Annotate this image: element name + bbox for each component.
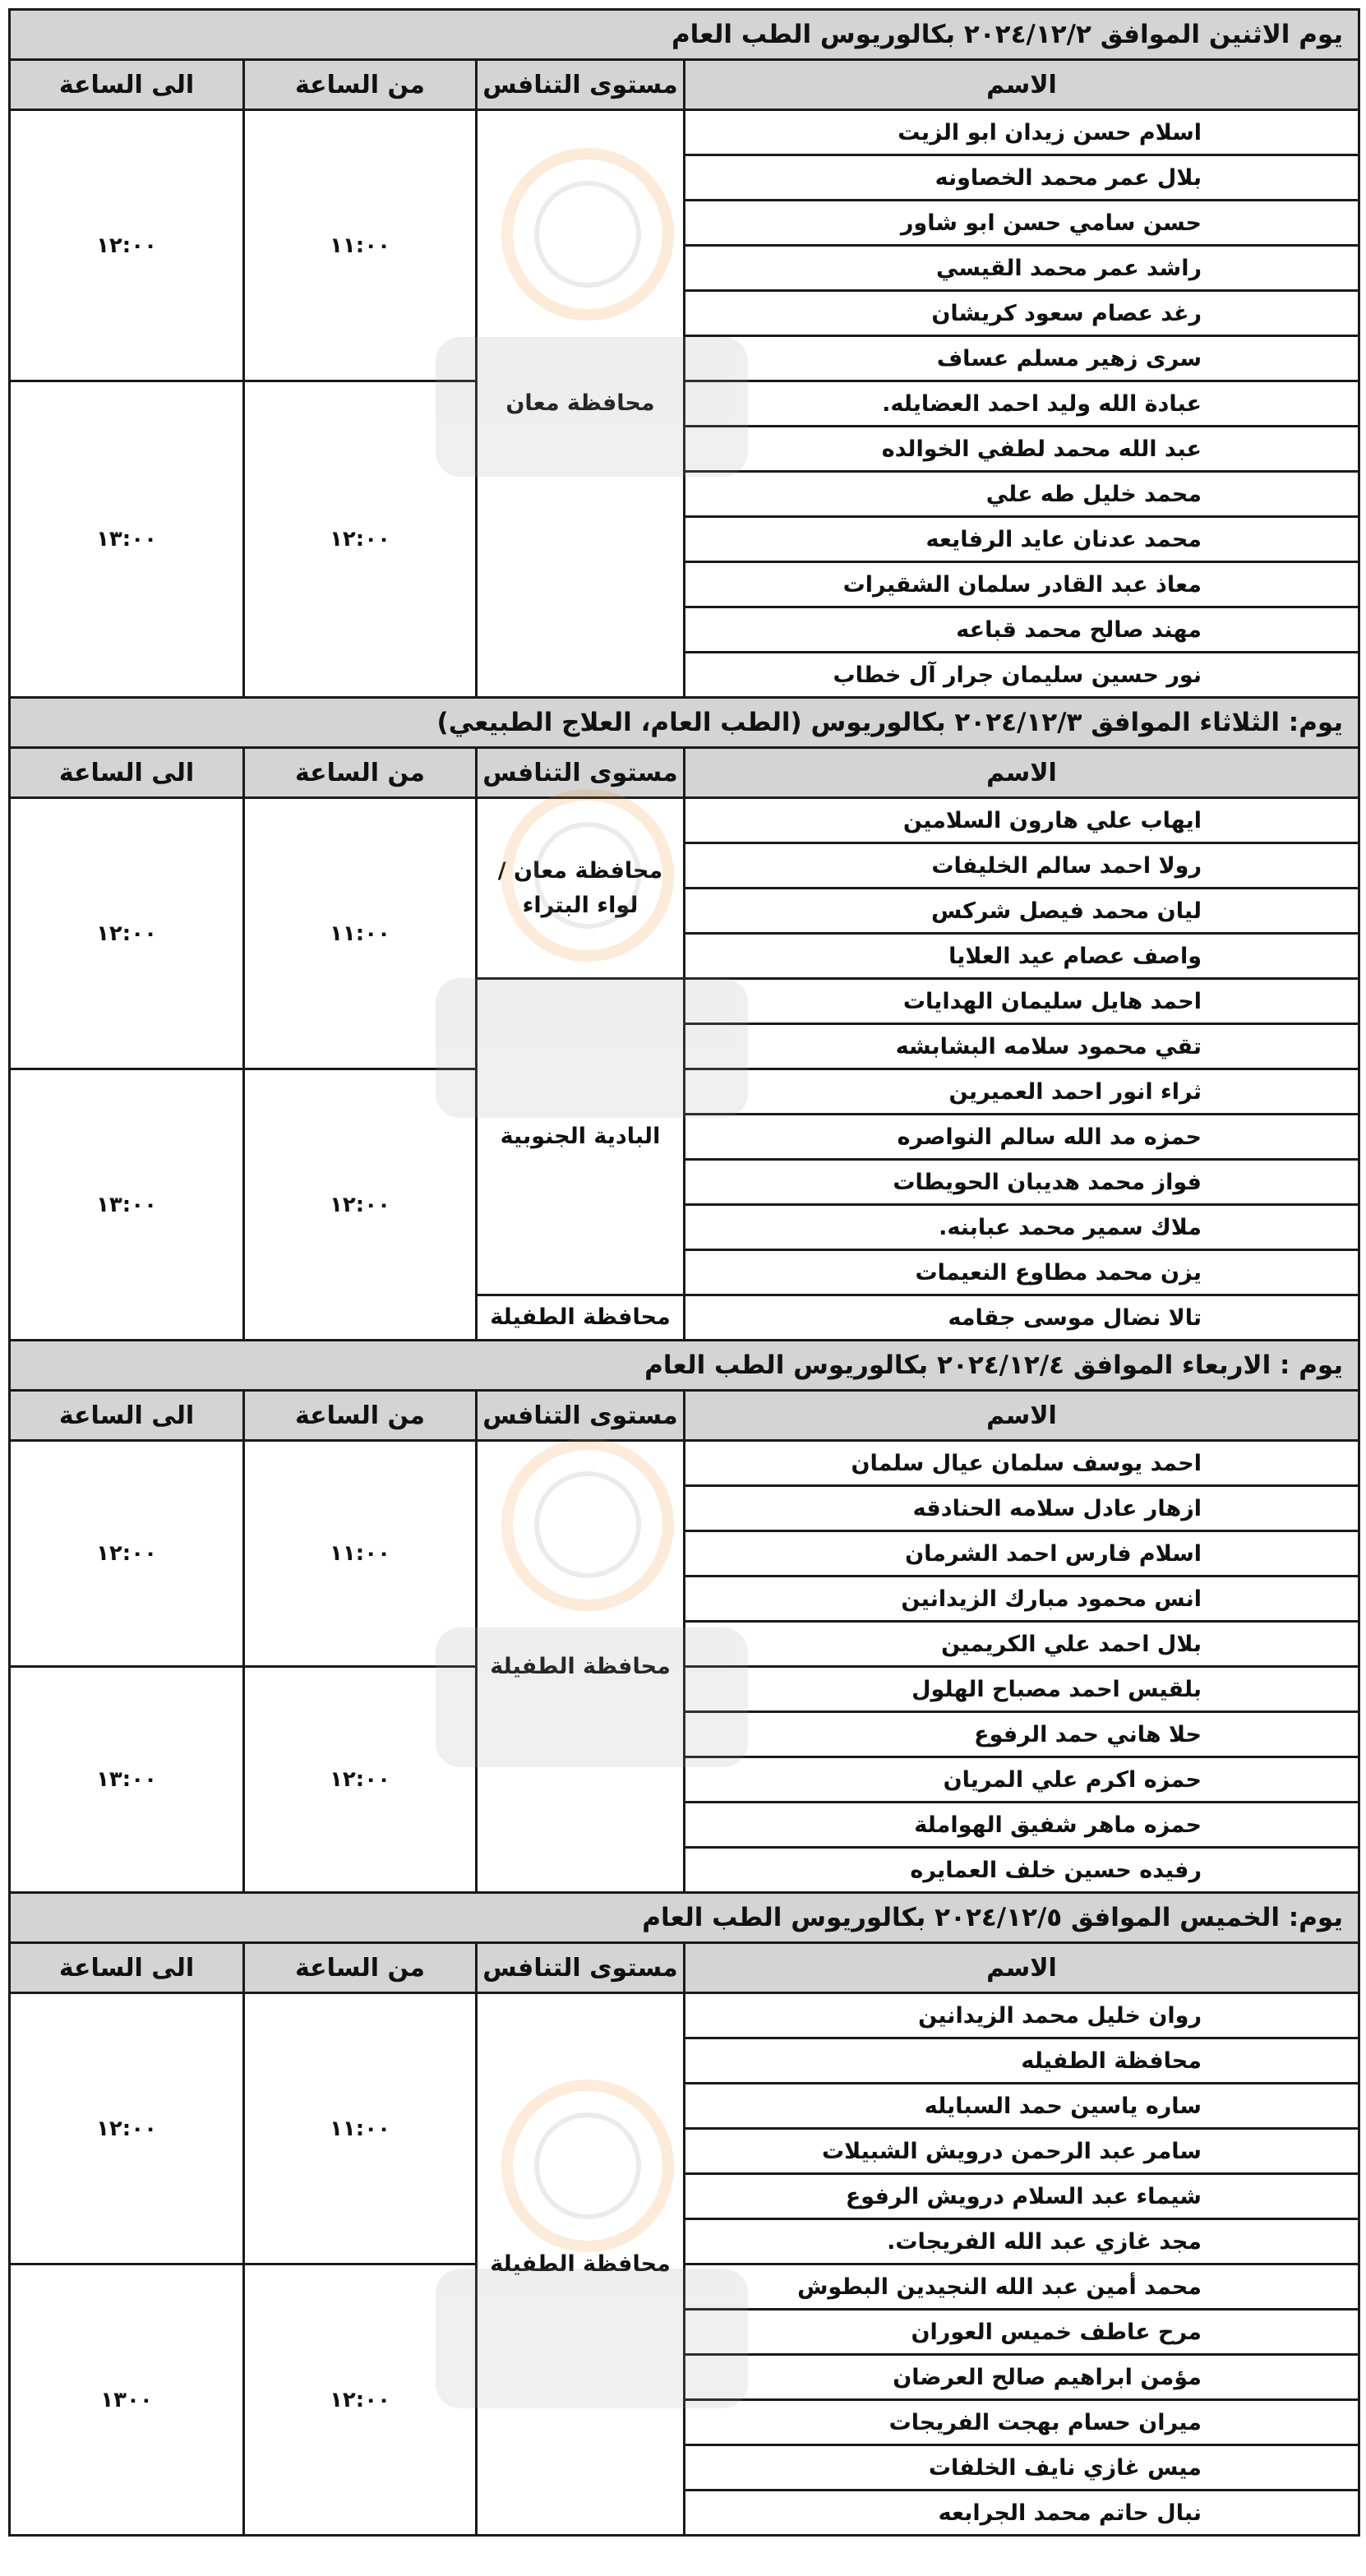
day-title: يوم الاثنين الموافق ٢٠٢٤/١٢/٢ بكالوريوس الطب العام (10, 10, 1359, 60)
student-name: ثراء انور احمد العميرين (685, 1069, 1359, 1115)
student-name: سامر عبد الرحمن درويش الشبيلات (685, 2129, 1359, 2174)
student-name: يزن محمد مطاوع النعيمات (685, 1250, 1359, 1295)
student-name: مجد غازي عبد الله الفريجات. (685, 2219, 1359, 2264)
student-name: بلال عمر محمد الخصاونه (685, 155, 1359, 201)
from-time: ١١:٠٠ (244, 1993, 477, 2264)
schedule-table (8, 8, 1360, 2537)
from-time: ١١:٠٠ (244, 1441, 477, 1667)
student-name: ليان محمد فيصل شركس (685, 889, 1359, 934)
student-name: تالا نضال موسى جقامه (685, 1295, 1359, 1341)
student-name: تقي محمود سلامه البشابشه (685, 1024, 1359, 1069)
col-from-header: من الساعة (244, 748, 477, 798)
to-time: ١٢:٠٠ (10, 1993, 244, 2264)
to-time: ١٢:٠٠ (10, 798, 244, 1069)
from-time: ١١:٠٠ (244, 110, 477, 381)
to-time: ١٢:٠٠ (10, 110, 244, 381)
student-name: بلقيس احمد مصباح الهلول (685, 1667, 1359, 1712)
student-name: رفيده حسين خلف العمايره (685, 1848, 1359, 1893)
student-name: ايهاب علي هارون السلامين (685, 798, 1359, 843)
student-name: بلال احمد علي الكريمين (685, 1622, 1359, 1667)
student-name: اسلام حسن زيدان ابو الزيت (685, 110, 1359, 155)
to-time: ١٣:٠٠ (10, 1069, 244, 1341)
student-name: مهند صالح محمد قباعه (685, 607, 1359, 653)
col-level-header: مستوى التنافس (477, 1391, 685, 1441)
student-name: انس محمود مبارك الزيدانين (685, 1577, 1359, 1622)
from-time: ١٢:٠٠ (244, 1069, 477, 1341)
student-name: مؤمن ابراهيم صالح العرضان (685, 2355, 1359, 2400)
day-title: يوم: الخميس الموافق ٢٠٢٤/١٢/٥ بكالوريوس الطب العام (10, 1893, 1359, 1943)
student-name: نبال حاتم محمد الجرابعه (685, 2491, 1359, 2536)
student-name: محمد خليل طه علي (685, 472, 1359, 517)
from-time: ١١:٠٠ (244, 798, 477, 1069)
student-name: نور حسين سليمان جرار آل خطاب (685, 653, 1359, 698)
student-name: عبادة الله وليد احمد العضايله. (685, 381, 1359, 427)
student-name: روان خليل محمد الزيدانين (685, 1993, 1359, 2038)
schedule-document (8, 8, 1358, 2569)
to-time: ١٣:٠٠ (10, 1667, 244, 1893)
student-name: ميران حسام بهجت الفريجات (685, 2400, 1359, 2445)
col-to-header: الى الساعة (10, 60, 244, 110)
student-name: ميس غازي نايف الخلفات (685, 2445, 1359, 2491)
student-name: سرى زهير مسلم عساف (685, 336, 1359, 381)
col-level-header: مستوى التنافس (477, 60, 685, 110)
student-name: ازهار عادل سلامه الحنادقه (685, 1486, 1359, 1531)
student-name: فواز محمد هديبان الحويطات (685, 1160, 1359, 1205)
day-title: يوم: الثلاثاء الموافق ٢٠٢٤/١٢/٣ بكالوريوس (الطب العام، العلاج الطبيعي) (10, 698, 1359, 748)
col-from-header: من الساعة (244, 1943, 477, 1993)
level-cell: محافظة الطفيلة (477, 1993, 685, 2536)
col-name-header: الاسم (685, 60, 1359, 110)
col-to-header: الى الساعة (10, 1391, 244, 1441)
student-name: اسلام فارس احمد الشرمان (685, 1531, 1359, 1577)
student-name: واصف عصام عيد العلايا (685, 934, 1359, 979)
student-name: رغد عصام سعود كريشان (685, 291, 1359, 336)
student-name: حمزه ماهر شفيق الهواملة (685, 1803, 1359, 1848)
student-name: حمزه اكرم علي المريان (685, 1757, 1359, 1803)
student-name: مرح عاطف خميس العوران (685, 2310, 1359, 2355)
day-title: يوم : الاربعاء الموافق ٢٠٢٤/١٢/٤ بكالوريوس الطب العام (10, 1341, 1359, 1391)
level-cell: محافظة معان (477, 110, 685, 698)
col-from-header: من الساعة (244, 60, 477, 110)
col-name-header: الاسم (685, 1943, 1359, 1993)
student-name: ملاك سمير محمد عبابنه. (685, 1205, 1359, 1250)
col-name-header: الاسم (685, 748, 1359, 798)
col-level-header: مستوى التنافس (477, 748, 685, 798)
from-time: ١٢:٠٠ (244, 1667, 477, 1893)
student-name: حلا هاني حمد الرفوع (685, 1712, 1359, 1757)
student-name: محمد عدنان عايد الرفايعه (685, 517, 1359, 562)
student-name: حمزه مد الله سالم النواصره (685, 1115, 1359, 1160)
student-name: حسن سامي حسن ابو شاور (685, 201, 1359, 246)
level-cell: محافظة معان / لواء البتراء (477, 798, 685, 979)
student-name: محمد أمين عبد الله النجيدين البطوش (685, 2264, 1359, 2310)
level-cell: البادية الجنوبية (477, 979, 685, 1295)
student-name: احمد هايل سليمان الهدايات (685, 979, 1359, 1024)
student-name: معاذ عبد القادر سلمان الشقيرات (685, 562, 1359, 607)
to-time: ١٣:٠٠ (10, 381, 244, 698)
to-time: ١٢:٠٠ (10, 1441, 244, 1667)
from-time: ١٢:٠٠ (244, 381, 477, 698)
student-name: عبد الله محمد لطفي الخوالده (685, 427, 1359, 472)
student-name: شيماء عبد السلام درويش الرفوع (685, 2174, 1359, 2219)
to-time: ١٣٠٠ (10, 2264, 244, 2536)
student-name: راشد عمر محمد القيسي (685, 246, 1359, 291)
student-name: احمد يوسف سلمان عيال سلمان (685, 1441, 1359, 1486)
student-name: ساره ياسين حمد السبايله (685, 2084, 1359, 2129)
student-name: محافظة الطفيله (685, 2038, 1359, 2084)
level-cell: محافظة الطفيلة (477, 1441, 685, 1893)
col-to-header: الى الساعة (10, 748, 244, 798)
col-to-header: الى الساعة (10, 1943, 244, 1993)
col-level-header: مستوى التنافس (477, 1943, 685, 1993)
col-name-header: الاسم (685, 1391, 1359, 1441)
col-from-header: من الساعة (244, 1391, 477, 1441)
student-name: رولا احمد سالم الخليفات (685, 843, 1359, 889)
from-time: ١٢:٠٠ (244, 2264, 477, 2536)
level-cell: محافظة الطفيلة (477, 1295, 685, 1341)
